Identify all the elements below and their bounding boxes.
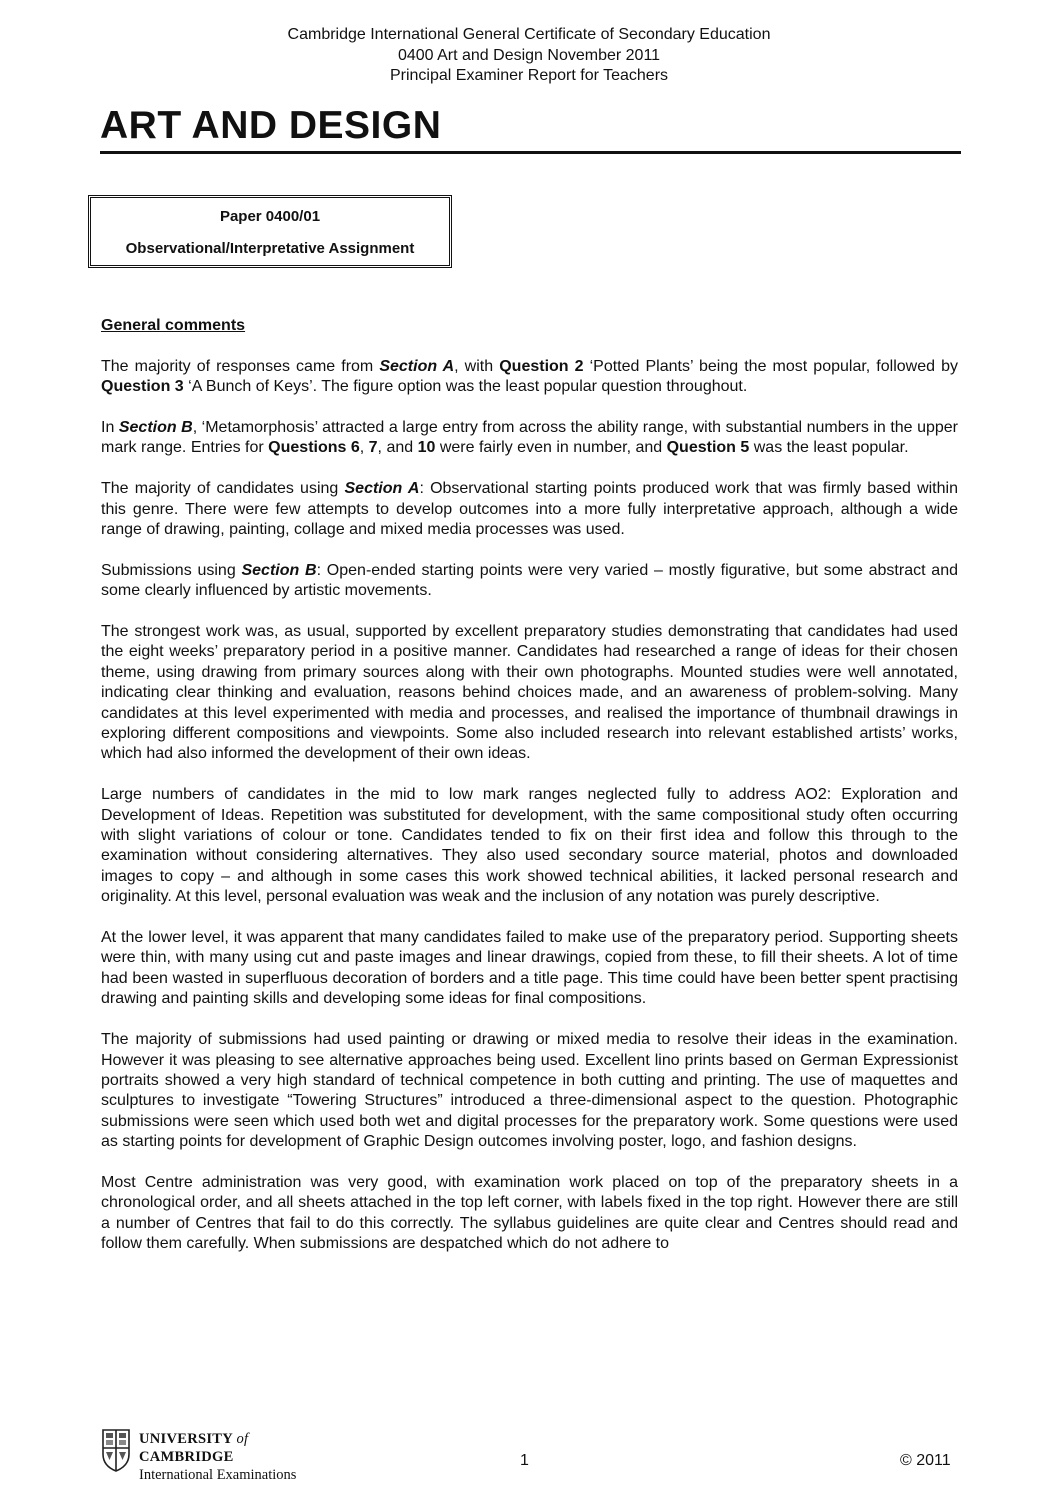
- header-line-3: Principal Examiner Report for Teachers: [389, 67, 669, 84]
- text-run: , and: [377, 439, 418, 457]
- text-run: , ‘Metamorphosis’ attracted a large entry from across the ability range, with substantial numbers in the upper mark range. Entries for: [101, 419, 958, 457]
- text-run: In: [101, 419, 119, 436]
- text-run: At the lower level, it was apparent that many candidates failed to make use of the preparatory period. Supporting sheets were thin, with many using cut and paste images and linear drawings, copied from these, to fill their sheets. A lot of time had been wasted in superfluous decoration of borders and a title page. This time could have been better spent practising drawing and painting skills and developing some ideas for final compositions.: [101, 929, 958, 1008]
- text-run: The majority of submissions had used painting or drawing or mixed media to resolve their ideas in the examination. However it was pleasing to see alternative approaches being used. Excellent lino prints based on German Expressionist portraits showed a very high standard of technical competence in both cutting and printing. The use of maquettes and sculptures to investigate “Towering Structures” introduced a three-dimensional aspect to the question. Photographic submissions were seen which used both wet and digital processes for the preparatory work. Some questions were used as starting points for development of Graphic Design outcomes involving poster, logo, and fashion designs.: [101, 1031, 958, 1151]
- body-paragraph: [101, 622, 958, 765]
- text-run: The strongest work was, as usual, supported by excellent preparatory studies demonstrating that candidates had used the eight weeks’ preparatory period in a positive manner. Candidates had researched a range of ideas for their chosen theme, using drawing from primary sources along with their own photographs. Mounted studies were well annotated, indicating clear thinking and evaluation, reasons behind choices made, and an awareness of problem-solving. Many candidates at this level experimented with media and processes, and realised the importance of thumbnail drawings in exploring different compositions and viewpoints. Some also included research into relevant established artists’ works, which had also informed the development of their own ideas.: [101, 623, 958, 763]
- body-paragraph: [101, 1173, 958, 1255]
- title-underline: [100, 151, 961, 154]
- text-run: Section B: [118, 419, 193, 436]
- text-run: The majority of candidates using: [101, 480, 345, 498]
- document-title: ART AND DESIGN: [100, 104, 442, 147]
- body-paragraph: [101, 1030, 958, 1152]
- body-paragraph: [101, 479, 958, 540]
- text-run: were fairly even in number, and: [435, 439, 667, 457]
- text-run: Submissions using: [101, 561, 242, 579]
- section-heading: General comments: [101, 317, 246, 334]
- paper-number: Paper 0400/01: [219, 208, 321, 225]
- text-run: ,: [359, 439, 369, 457]
- text-run: Questions 6: [268, 439, 360, 457]
- text-run: Most Centre administration was very good, with examination work placed on top of the preparatory sheets in a chronological order, and all sheets attached in the top left corner, with labels fixed in the top right. However there are still a number of Centres that fail to do this correctly. The syllabus guidelines are quite clear and Centres should read and follow them carefully. When submissions are despatched which do not adhere to: [101, 1173, 958, 1253]
- text-run: Section B: [241, 561, 317, 579]
- body-paragraph: [101, 357, 958, 398]
- text-run: Section A: [379, 357, 455, 375]
- text-run: : Observational starting points produced work that was firmly based within this genre. There were few attempts to develop outcomes into a more fully interpretative approach, although a wide range of drawing, painting, collage and mixed media processes was used.: [101, 480, 958, 539]
- paper-subtitle: Observational/Interpretative Assignment: [125, 240, 415, 257]
- logo-university-line: UNIVERSITY of CAMBRIDGE: [139, 1431, 249, 1465]
- body-paragraph: [101, 785, 958, 907]
- copyright-notice: © 2011: [900, 1452, 951, 1469]
- report-header: [0, 25, 1058, 87]
- text-run: Section A: [344, 480, 420, 498]
- text-run: Question 3: [101, 378, 184, 396]
- text-run: ‘A Bunch of Keys’. The figure option was the least popular question throughout.: [183, 378, 748, 396]
- text-run: was the least popular.: [749, 439, 909, 457]
- logo-exams-line: International Examinations: [139, 1467, 297, 1483]
- cambridge-crest-icon: [101, 1428, 131, 1472]
- cambridge-logo: [101, 1428, 341, 1483]
- paper-info-box: [88, 195, 452, 268]
- report-body: [101, 316, 958, 1275]
- text-run: Question 2: [499, 357, 584, 375]
- text-run: The majority of responses came from: [101, 357, 380, 375]
- body-paragraph: [101, 928, 958, 1010]
- header-line-1: Cambridge International General Certificate of Secondary Education: [287, 26, 771, 43]
- header-line-2: 0400 Art and Design November 2011: [397, 46, 661, 64]
- text-run: : Open-ended starting points were very varied – mostly figurative, but some abstract and some clearly influenced by artistic movements.: [101, 561, 959, 600]
- body-paragraph: [101, 418, 958, 459]
- text-run: , with: [454, 357, 500, 375]
- text-run: Question 5: [666, 439, 750, 457]
- body-paragraph: [101, 561, 958, 602]
- paragraph-list: [101, 357, 958, 1255]
- text-run: 7: [368, 439, 378, 457]
- text-run: 10: [417, 439, 436, 457]
- page-number: 1: [520, 1452, 529, 1469]
- text-run: ‘Potted Plants’ being the most popular, followed by: [583, 357, 958, 375]
- text-run: Large numbers of candidates in the mid to low mark ranges neglected fully to address AO2: Exploration and Development of Ideas. Repetition was substituted for development, with the same compositional study often occurring with slight variations of colour or tone. Candidates tended to fix on their first idea and follow this through to the examination without considering alternatives. They also used secondary source material, photos and downloaded images to copy – and although in some cases this work showed technical abilities, it lacked personal research and originality. At this level, personal evaluation was weak and the inclusion of any notation was purely descriptive.: [101, 786, 958, 906]
